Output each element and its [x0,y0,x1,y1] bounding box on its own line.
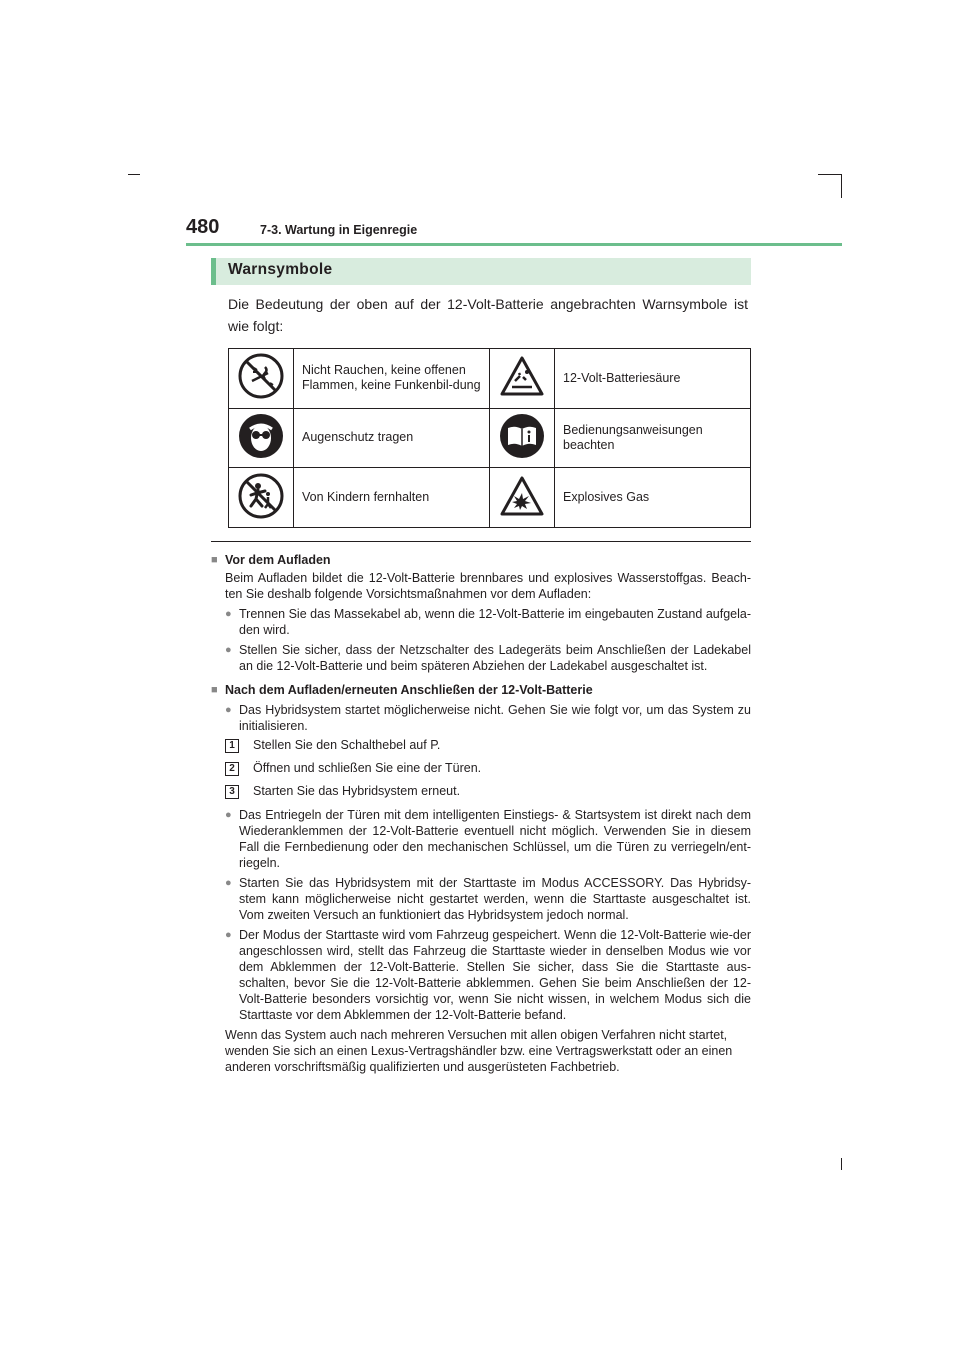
step-text: Starten Sie das Hybridsystem erneut. [253,784,461,798]
header-rule [186,243,842,246]
crop-mark-bottom-right [841,1158,842,1170]
section-divider [211,541,751,542]
table-row [229,468,751,528]
bullet-item: ● Der Modus der Starttaste wird vom Fahrzeug gespeichert. Wenn die 12-Volt-Batterie wie-der angeschlossen wird, stellt das Fahrzeug die Starttaste wieder in denselben Modus wie vor dem Abklemmen der 12-Volt-Batterie. Stellen Sie sicher, dass Sie die Starttaste aus-schalten, bevor Sie die 12-Volt-Batterie abklemmen. Gehen Sie beim Anschließen der 12-Volt-Batterie besonders vorsichtig vor, wenn Sie nicht wissen, in welchem Modus sich die Starttaste vor dem Abklemmen der 12-Volt-Batterie befand. [211,927,751,1023]
crop-mark-top-left [128,174,140,175]
page-number: 480 [186,216,220,238]
page-header [186,214,842,246]
step-item [211,780,751,803]
bullet-item: ● Starten Sie das Hybridsystem mit der Starttaste im Modus ACCESSORY. Das Hybridsy-stem kann möglicherweise nicht gestartet werden, wenn die Starttaste ausgeschaltet ist. Vom zweiten Versuch an funktioniert das Hybridsystem jedoch normal. [211,875,751,923]
warning-label: Bedienungsanweisungen beachten [555,408,751,468]
keep-children-away-icon [238,473,284,519]
crop-mark-top-right-h [818,174,842,175]
paragraph: Beim Aufladen bildet die 12-Volt-Batterie brennbares und explosives Wasserstoffgas. Beach-ten Sie deshalb folgende Vorsichtsmaßnahmen vor dem Aufladen: [225,571,751,601]
warning-label: Augenschutz tragen [294,408,490,468]
bullet-item: ● Stellen Sie sicher, dass der Netzschalter des Ladegeräts beim Anschließen der Ladekabel an die 12-Volt-Batterie und beim späteren Abziehen der Ladekabel ausgeschaltet ist. [211,642,751,674]
bullet-item: ● Das Hybridsystem startet möglicherweise nicht. Gehen Sie wie folgt vor, um das System zu initialisieren. [211,702,751,734]
step-number: 2 [225,762,239,776]
read-manual-icon [499,413,545,459]
step-number: 1 [225,739,239,753]
table-row [229,408,751,468]
warning-label: Nicht Rauchen, keine offenen Flammen, keine Funkenbil-dung [294,349,490,409]
crop-mark-top-right-v [841,174,842,198]
section-heading [211,258,751,285]
subheading-after-charging: ■ Nach dem Aufladen/erneuten Anschließen der 12-Volt-Batterie [211,682,751,698]
main-content [211,552,751,1075]
bullet-item: ● Trennen Sie das Massekabel ab, wenn die 12-Volt-Batterie im eingebauten Zustand aufgela-den wird. [211,606,751,638]
step-number: 3 [225,785,239,799]
section-title: Warnsymbole [228,261,333,278]
step-item [211,734,751,757]
step-text: Öffnen und schließen Sie eine der Türen. [253,761,482,775]
intro-paragraph: Die Bedeutung der oben auf der 12-Volt-Batterie angebrachten Warnsymbole ist wie folgt: [228,296,748,334]
no-smoking-flames-sparks-icon [238,353,284,399]
step-item [211,757,751,780]
explosive-gas-icon [499,473,545,519]
warning-label: Explosives Gas [555,468,751,528]
table-row [229,349,751,409]
bullet-item: ● Das Entriegeln der Türen mit dem intelligenten Einstiegs- & Startsystem ist direkt nach dem Wiederanklemmen der 12-Volt-Batterie eventuell nicht möglich. Verwenden Sie in diesem Fall die Fernbedienung oder den mechanischen Schlüssel, um die Türen zu verriegeln/ent-riegeln. [211,807,751,871]
chapter-title: 7-3. Wartung in Eigenregie [260,223,418,237]
step-text: Stellen Sie den Schalthebel auf P. [253,738,441,752]
subheading-before-charging: ■ Vor dem Aufladen [211,552,751,568]
closing-paragraph: Wenn das System auch nach mehreren Versuchen mit allen obigen Verfahren nicht startet, wenden Sie sich an einen Lexus-Vertragshändler bzw. eine Vertragswerkstatt oder an einen anderen vorschriftsmäßig qualifizierten und ausgerüsteten Fachbetrieb. [225,1028,733,1074]
warning-symbols-table [228,348,751,528]
battery-acid-icon [499,353,545,399]
warning-label: 12-Volt-Batteriesäure [555,349,751,409]
warning-label: Von Kindern fernhalten [294,468,490,528]
eye-protection-icon [238,413,284,459]
